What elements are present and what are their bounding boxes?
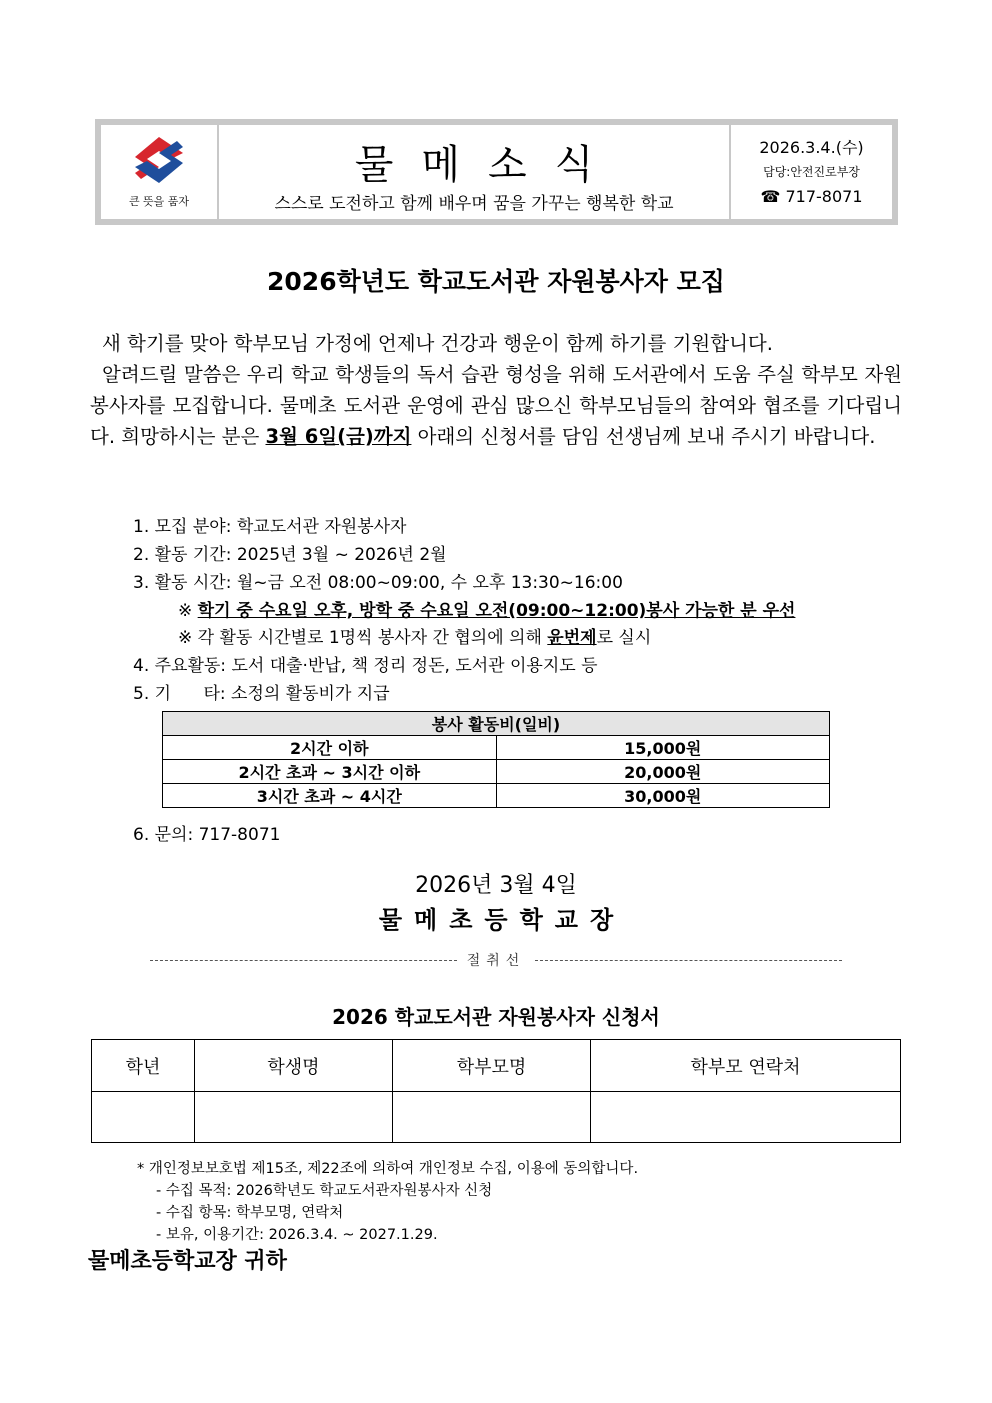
privacy-period: - 보유, 이용기간: 2026.3.4. ~ 2027.1.29. [156, 1227, 438, 1243]
item-contact: 6. 문의: 717-8071 [133, 825, 281, 845]
note-rotation: ※ 각 활동 시간별로 1명씩 봉사자 간 협의에 의해 윤번제로 실시 [178, 628, 652, 648]
table-row [92, 1092, 901, 1143]
item-activities: 4. 주요활동: 도서 대출·반납, 책 정리 정돈, 도서관 이용지도 등 [133, 656, 598, 676]
privacy-consent: * 개인정보보호법 제15조, 제22조에 의하여 개인정보 수집, 이용에 동의합니다. [137, 1161, 639, 1177]
addressee: 물메초등학교장 귀하 [88, 1249, 287, 1274]
cut-line: 절취선 [150, 950, 842, 970]
fee-table [162, 711, 830, 808]
student-name-cell[interactable] [195, 1092, 393, 1143]
phone-number: ☎ 717-8071 [760, 187, 863, 206]
department: 담당:안전진로부장 [763, 165, 860, 179]
newsletter-header [95, 119, 898, 225]
table-row: 2시간 초과 ~ 3시간 이하 20,000원 [163, 760, 830, 784]
school-logo [101, 125, 219, 219]
logo-caption: 큰 뜻을 품자 [128, 195, 190, 208]
privacy-items: - 수집 항목: 학부모명, 연락처 [156, 1205, 344, 1221]
grade-cell[interactable] [92, 1092, 195, 1143]
column-parent-name: 학부모명 [393, 1040, 591, 1092]
document-title: 2026학년도 학교도서관 자원봉사자 모집 [267, 267, 725, 296]
application-form-table [91, 1039, 901, 1143]
intro-paragraph: 알려드릴 말씀은 우리 학교 학생들의 독서 습관 형성을 위해 도서관에서 도움 주실 학부모 자원봉사자를 모집합니다. 물메초 도서관 운영에 관심 많으신 학부모님들의 참여와 협조를 기다립니다. 희망하시는 분은 3월 6일(금)까지 아래의 신청서를 담임 선생님께 보내 주시기 바랍니다. [90, 363, 902, 448]
newsletter-title: 물메소식 [354, 142, 622, 188]
fee-table-header: 봉사 활동비(일비) [163, 712, 830, 736]
table-row [92, 1040, 901, 1092]
issue-date: 2026.3.4.(수) [759, 138, 864, 157]
form-title: 2026 학교도서관 자원봉사자 신청서 [332, 1005, 660, 1029]
sign-date: 2026년 3월 4일 [415, 873, 577, 898]
school-motto: 스스로 도전하고 함께 배우며 꿈을 가꾸는 행복한 학교 [274, 194, 674, 214]
school-logo-icon [101, 125, 217, 195]
parent-name-cell[interactable] [393, 1092, 591, 1143]
column-parent-contact: 학부모 연락처 [591, 1040, 901, 1092]
principal-name: 물메초등학교장 [378, 906, 626, 934]
item-field: 1. 모집 분야: 학교도서관 자원봉사자 [133, 517, 407, 537]
item-period: 2. 활동 기간: 2025년 3월 ~ 2026년 2월 [133, 545, 447, 565]
table-row: 2시간 이하 15,000원 [163, 736, 830, 760]
privacy-purpose: - 수집 목적: 2026학년도 학교도서관자원봉사자 신청 [156, 1183, 493, 1199]
column-student-name: 학생명 [195, 1040, 393, 1092]
deadline: 3월 6일(금)까지 [265, 425, 412, 448]
table-row: 3시간 초과 ~ 4시간 30,000원 [163, 784, 830, 808]
note-priority: ※ 학기 중 수요일 오후, 방학 중 수요일 오전(09:00~12:00)봉사 가능한 분 우선 [178, 601, 796, 621]
intro-line: 새 학기를 맞아 학부모님 가정에 언제나 건강과 행운이 함께 하기를 기원합니다. [102, 332, 773, 355]
phone-icon: ☎ [760, 187, 786, 206]
parent-contact-cell[interactable] [591, 1092, 901, 1143]
item-hours: 3. 활동 시간: 월~금 오전 08:00~09:00, 수 오후 13:30~16:00 [133, 573, 623, 593]
item-other: 5. 기 타: 소정의 활동비가 지급 [133, 684, 390, 704]
column-grade: 학년 [92, 1040, 195, 1092]
